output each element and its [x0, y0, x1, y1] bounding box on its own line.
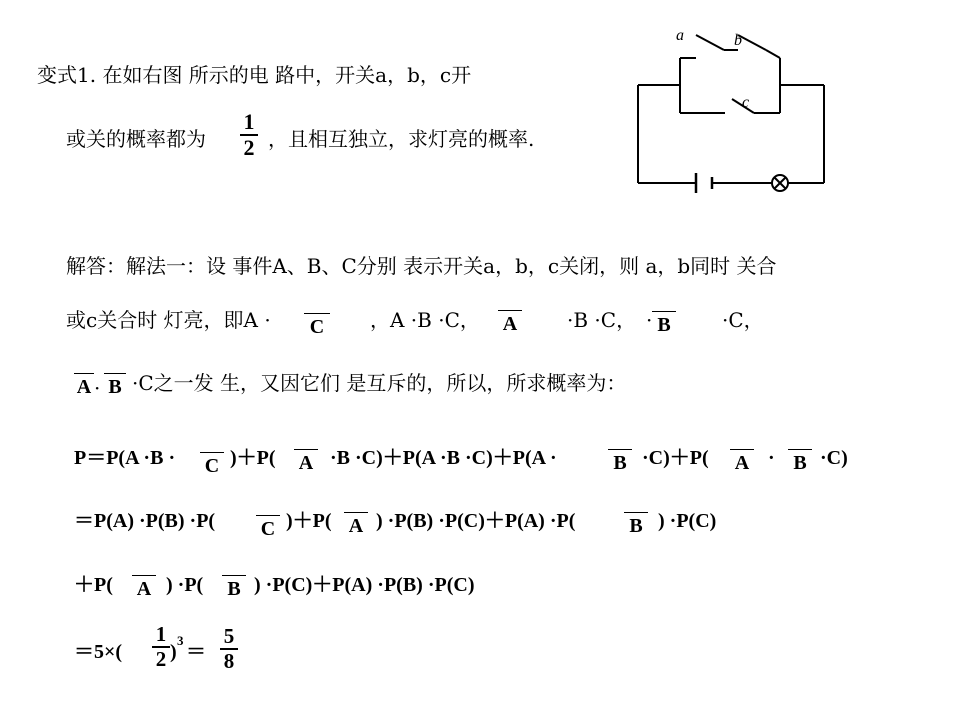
solution-intro-3-dot: ·	[94, 376, 101, 400]
eq2-part-b: )＋P(	[286, 510, 332, 532]
fraction-denominator: 8	[223, 649, 235, 673]
not-a: A	[344, 512, 368, 537]
not-b: B	[104, 373, 126, 398]
eq4-part-b: )	[170, 641, 177, 663]
not-a: A	[132, 575, 156, 600]
eq1-part-d: ·C)＋P(	[642, 447, 709, 469]
fraction-numerator: 1	[155, 622, 167, 646]
problem-line-1: 变式1. 在如右图 所示的电 路中，开关a，b，c开	[37, 63, 472, 87]
label-c: c	[742, 94, 750, 111]
eq1-part-f: ·C)	[820, 447, 848, 469]
solution-intro-2b: ，A ·B ·C，	[370, 308, 480, 332]
not-b: B	[788, 449, 812, 474]
fraction-one-half	[152, 624, 170, 670]
top-wire-b	[766, 50, 780, 58]
not-c: C	[256, 515, 280, 540]
fraction-denominator: 2	[243, 135, 255, 160]
fraction-numerator: 1	[243, 109, 255, 134]
solution-intro-1: 解答：解法一：设 事件A、B、C分别 表示开关a，b，c关闭，则 a，b同时 关合	[66, 254, 777, 278]
label-b: b	[734, 32, 742, 49]
eq4-part-a: ＝5×(	[74, 641, 123, 663]
not-a: A	[74, 373, 94, 398]
solution-intro-3: ·C之一发 生，又因它们 是互斥的，所以，所求概率为：	[132, 371, 627, 395]
eq1-part-a: P＝P(A ·B ·	[74, 447, 176, 469]
not-b: B	[608, 449, 632, 474]
solution-intro-2-dot: ·	[646, 308, 653, 332]
eq2-part-c: ) ·P(B) ·P(C)＋P(A) ·P(	[376, 510, 576, 532]
fraction-denominator: 2	[155, 647, 167, 671]
solution-intro-2d: ·C，	[722, 308, 764, 332]
not-a: A	[498, 310, 522, 335]
solution-intro-2c: ·B ·C，	[567, 308, 637, 332]
not-b: B	[222, 575, 246, 600]
eq4-exponent: 3	[177, 633, 184, 648]
eq3-part-c: ) ·P(C)＋P(A) ·P(B) ·P(C)	[254, 574, 475, 596]
eq3-part-a: ＋P(	[74, 574, 113, 596]
not-a: A	[294, 449, 318, 474]
not-a: A	[730, 449, 754, 474]
circuit-diagram	[630, 25, 830, 195]
problem-line-2-suffix: ，且相互独立，求灯亮的概率.	[268, 127, 535, 151]
fraction-result	[220, 626, 238, 672]
not-c: C	[304, 313, 330, 338]
problem-line-2-prefix: 或关的概率都为	[66, 127, 206, 151]
not-b: B	[624, 512, 648, 537]
switch-a	[696, 35, 724, 50]
eq4-part-c: ＝	[186, 641, 206, 663]
eq2-part-d: ) ·P(C)	[658, 510, 717, 532]
eq3-part-b: ) ·P(	[166, 574, 204, 596]
eq1-part-b: )＋P(	[230, 447, 276, 469]
not-c: C	[200, 452, 224, 477]
fraction-numerator: 5	[223, 624, 235, 648]
label-a: a	[676, 27, 684, 44]
fraction-one-half	[240, 111, 258, 159]
eq2-part-a: ＝P(A) ·P(B) ·P(	[74, 510, 216, 532]
solution-intro-2a: 或c关合时 灯亮，即A ·	[66, 308, 271, 332]
eq1-part-c: ·B ·C)＋P(A ·B ·C)＋P(A ·	[330, 447, 557, 469]
eq1-part-e: ·	[768, 447, 775, 469]
not-b: B	[652, 311, 676, 336]
switch-b	[738, 35, 766, 50]
